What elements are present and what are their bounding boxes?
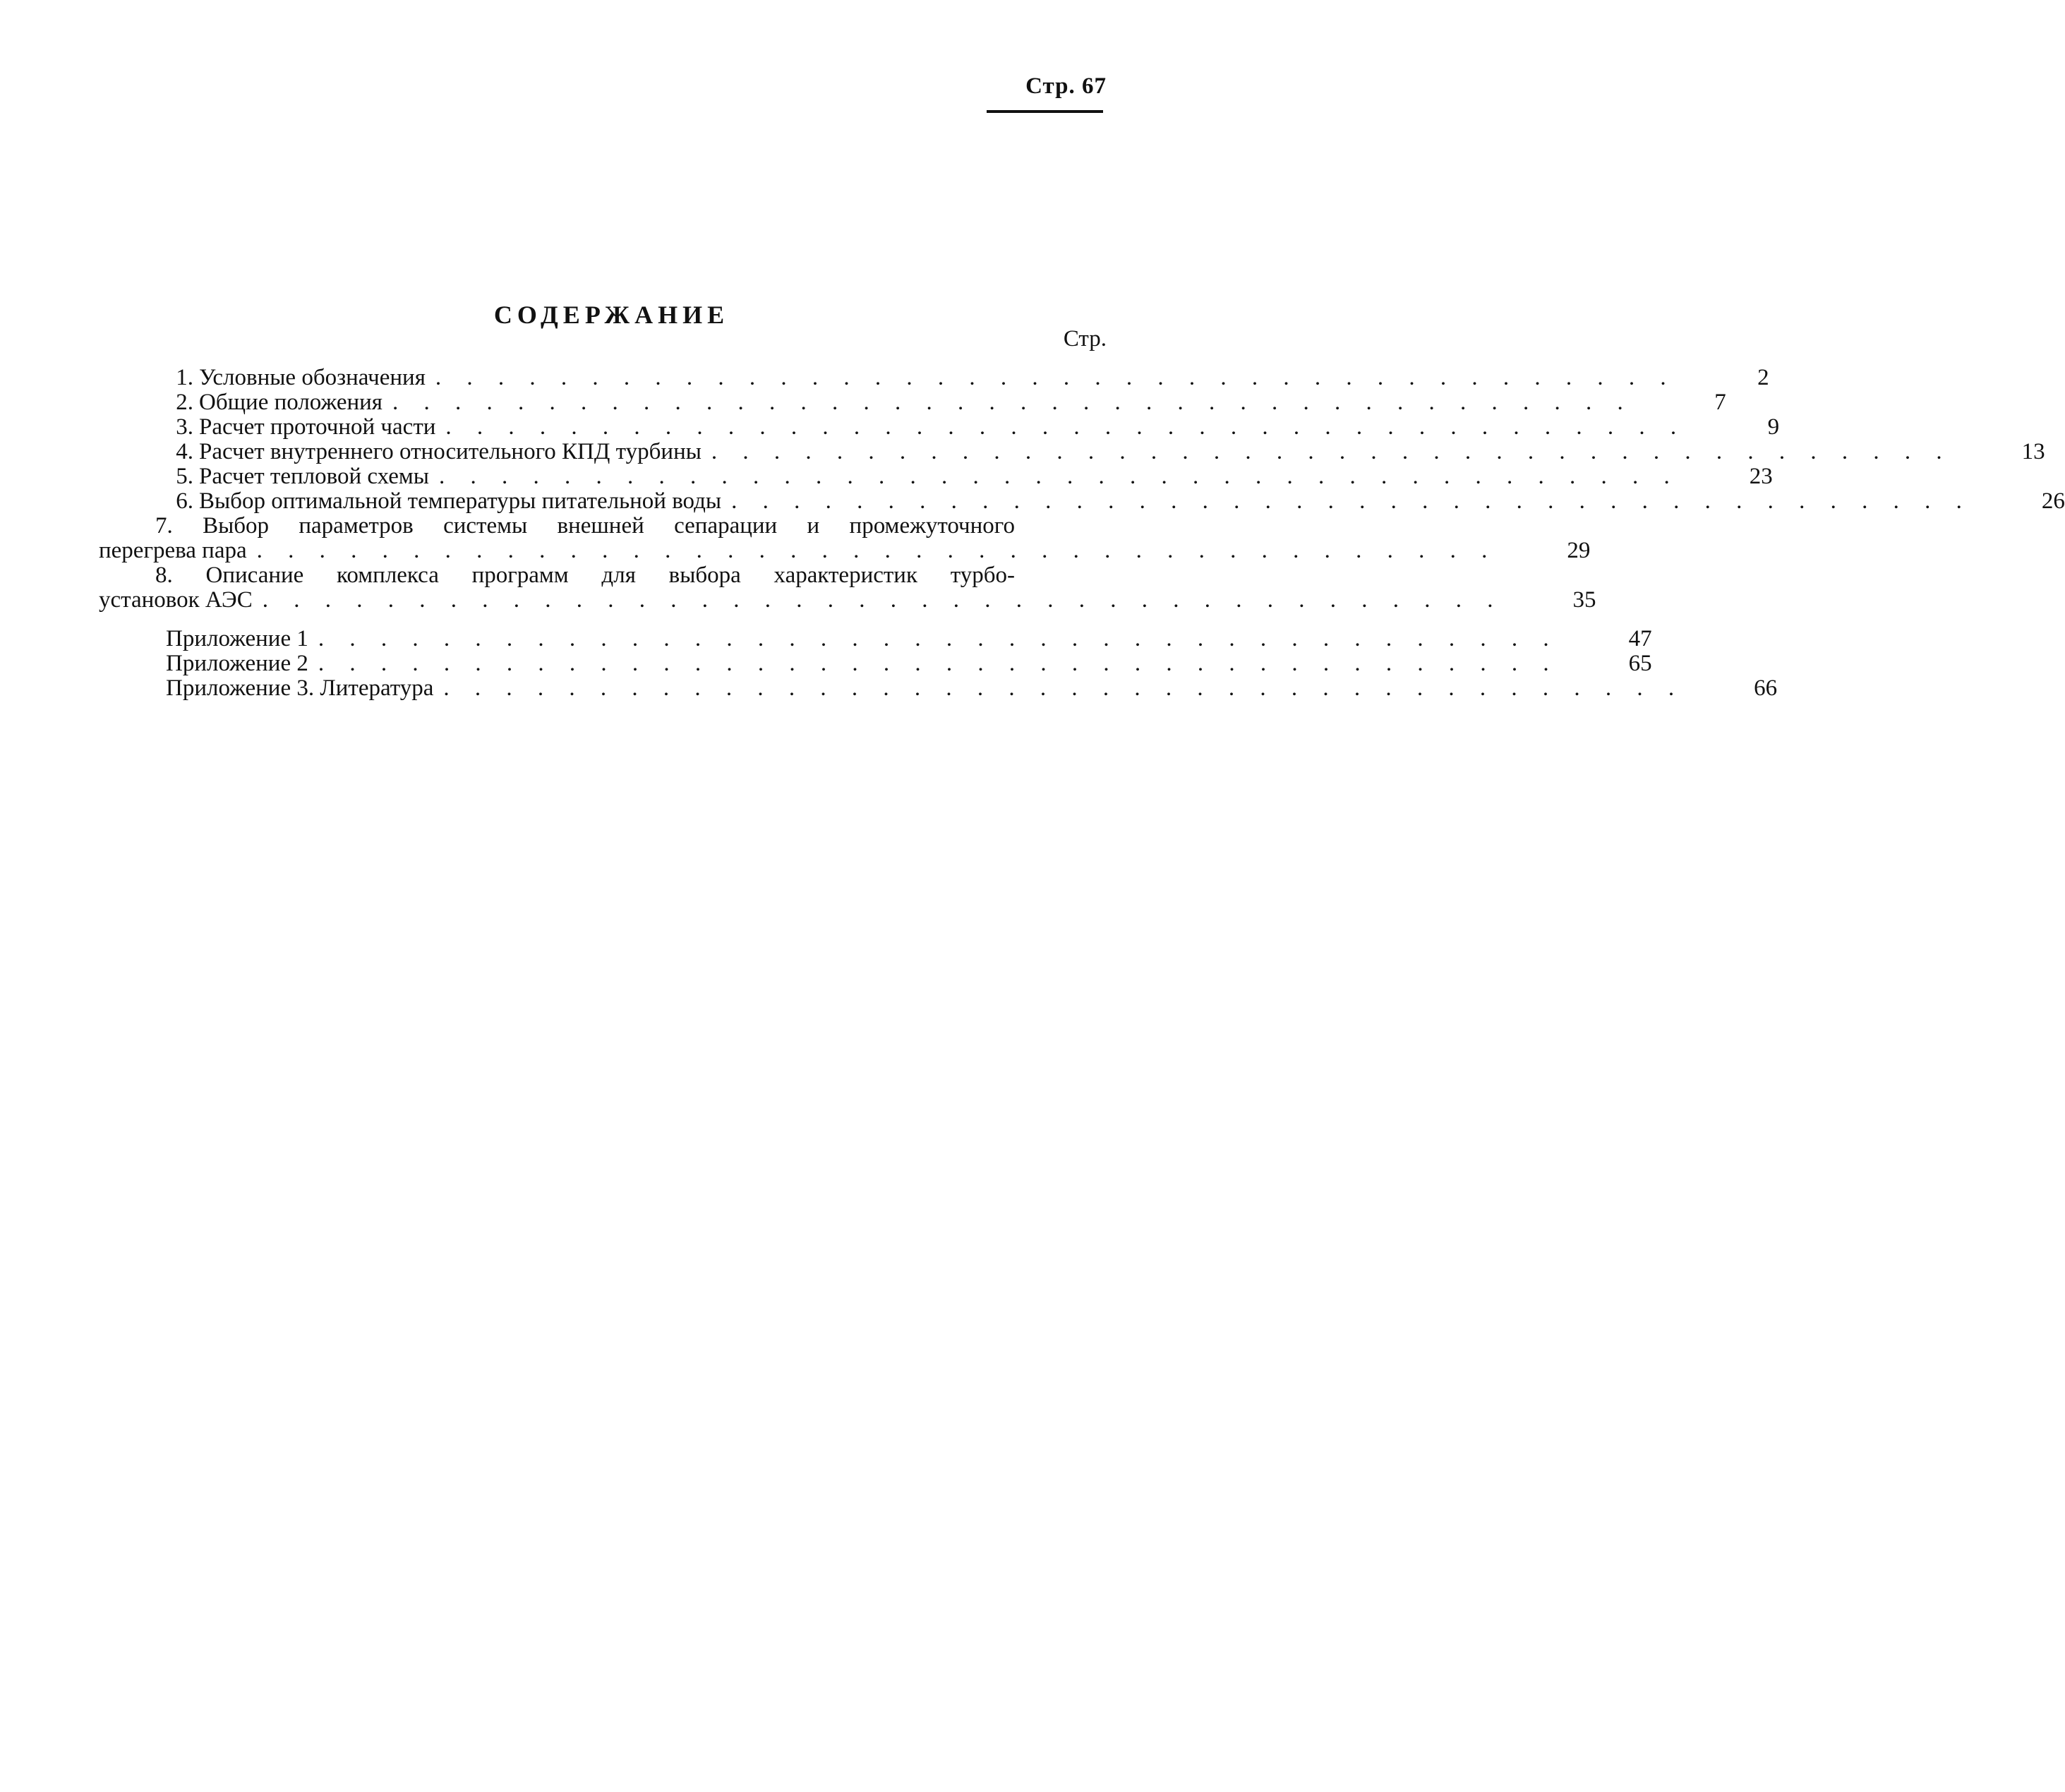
toc-entry-number: 6. — [176, 488, 193, 514]
dot-leader: . . . . . . . . . . . . . . . . . . . . . . . . . . . . . . . . . . . . . . . . — [262, 587, 1503, 613]
toc-entry-page: 13 — [2021, 439, 2045, 464]
page-number-rule — [987, 110, 1103, 113]
toc-entry-page: 7 — [1714, 390, 1726, 415]
toc-entry[interactable] — [99, 464, 1773, 489]
toc-entry-page: 9 — [1767, 414, 1780, 440]
toc-appendix-title: Приложение 3. Литература — [166, 675, 434, 701]
toc-entry[interactable] — [99, 390, 1726, 415]
toc-entry-number: 1. — [176, 365, 193, 390]
toc-entry-title: Условные обозначения — [199, 365, 426, 390]
dot-leader: . . . . . . . . . . . . . . . . . . . . . . . . . . . . . . . . . . . . . . . . — [731, 488, 1972, 514]
toc-entry-page: 26 — [2041, 488, 2065, 514]
toc-entry-title: Расчет проточной части — [199, 414, 436, 440]
toc-entry-number: 2. — [176, 390, 193, 415]
toc-entry-page: 47 — [1628, 626, 1652, 651]
toc-entry-page: 23 — [1749, 464, 1773, 489]
toc-entry-title-line2: перегрева пара — [99, 538, 247, 563]
dot-leader: . . . . . . . . . . . . . . . . . . . . . . . . . . . . . . . . . . . . . . . . — [256, 538, 1498, 563]
table-of-contents — [99, 365, 2065, 701]
toc-entry-number: 5. — [176, 464, 193, 489]
toc-appendix[interactable] — [99, 626, 1652, 651]
toc-entry-title: Общие положения — [199, 390, 383, 415]
toc-entry-multiline[interactable] — [99, 513, 1591, 563]
toc-entry-title: Расчет внутреннего относительного КПД турбины — [199, 439, 702, 464]
dot-leader: . . . . . . . . . . . . . . . . . . . . . . . . . . . . . . . . . . . . . . . . — [443, 675, 1685, 701]
toc-entry-title-line2: установок АЭС — [99, 587, 253, 613]
toc-title: СОДЕРЖАНИЕ — [493, 301, 730, 329]
toc-entry-page: 2 — [1757, 365, 1769, 390]
toc-entry[interactable] — [99, 414, 1780, 440]
toc-entry-page: 29 — [1567, 538, 1591, 563]
page-number: Стр. 67 — [1025, 73, 1107, 99]
dot-leader: . . . . . . . . . . . . . . . . . . . . . . . . . . . . . . . . . . . . . . . . — [392, 390, 1633, 415]
toc-entry[interactable] — [99, 365, 1769, 390]
toc-appendix[interactable] — [99, 675, 1778, 701]
dot-leader: . . . . . . . . . . . . . . . . . . . . . . . . . . . . . . . . . . . . . . . . — [711, 439, 1952, 464]
dot-leader: . . . . . . . . . . . . . . . . . . . . . . . . . . . . . . . . . . . . . . . . — [318, 651, 1559, 676]
toc-appendix[interactable] — [99, 651, 1652, 676]
toc-entry-number: 4. — [176, 439, 193, 464]
toc-entry-title-line1: 7. Выбор параметров системы внешней сепарации и промежуточного — [155, 513, 1015, 539]
toc-entry-page: 65 — [1628, 651, 1652, 676]
dot-leader: . . . . . . . . . . . . . . . . . . . . . . . . . . . . . . . . . . . . . . . . — [445, 414, 1687, 440]
toc-entry[interactable] — [99, 488, 2065, 514]
toc-entry-multiline[interactable] — [99, 563, 1596, 613]
toc-entry-title: Расчет тепловой схемы — [199, 464, 429, 489]
toc-entry-number: 3. — [176, 414, 193, 440]
toc-entry-title-line1: 8. Описание комплекса программ для выбора характеристик турбо- — [155, 563, 1015, 588]
toc-entry-page: 35 — [1572, 587, 1596, 613]
page-column-header: Стр. — [1063, 326, 1107, 351]
toc-entry-page: 66 — [1754, 675, 1778, 701]
toc-entry[interactable] — [99, 439, 2045, 464]
toc-entry-title: Выбор оптимальной температуры питательной воды — [199, 488, 722, 514]
toc-appendix-title: Приложение 2 — [166, 651, 308, 676]
dot-leader: . . . . . . . . . . . . . . . . . . . . . . . . . . . . . . . . . . . . . . . . — [438, 464, 1680, 489]
dot-leader: . . . . . . . . . . . . . . . . . . . . . . . . . . . . . . . . . . . . . . . . — [435, 365, 1676, 390]
toc-appendix-title: Приложение 1 — [166, 626, 308, 651]
dot-leader: . . . . . . . . . . . . . . . . . . . . . . . . . . . . . . . . . . . . . . . . — [318, 626, 1559, 651]
